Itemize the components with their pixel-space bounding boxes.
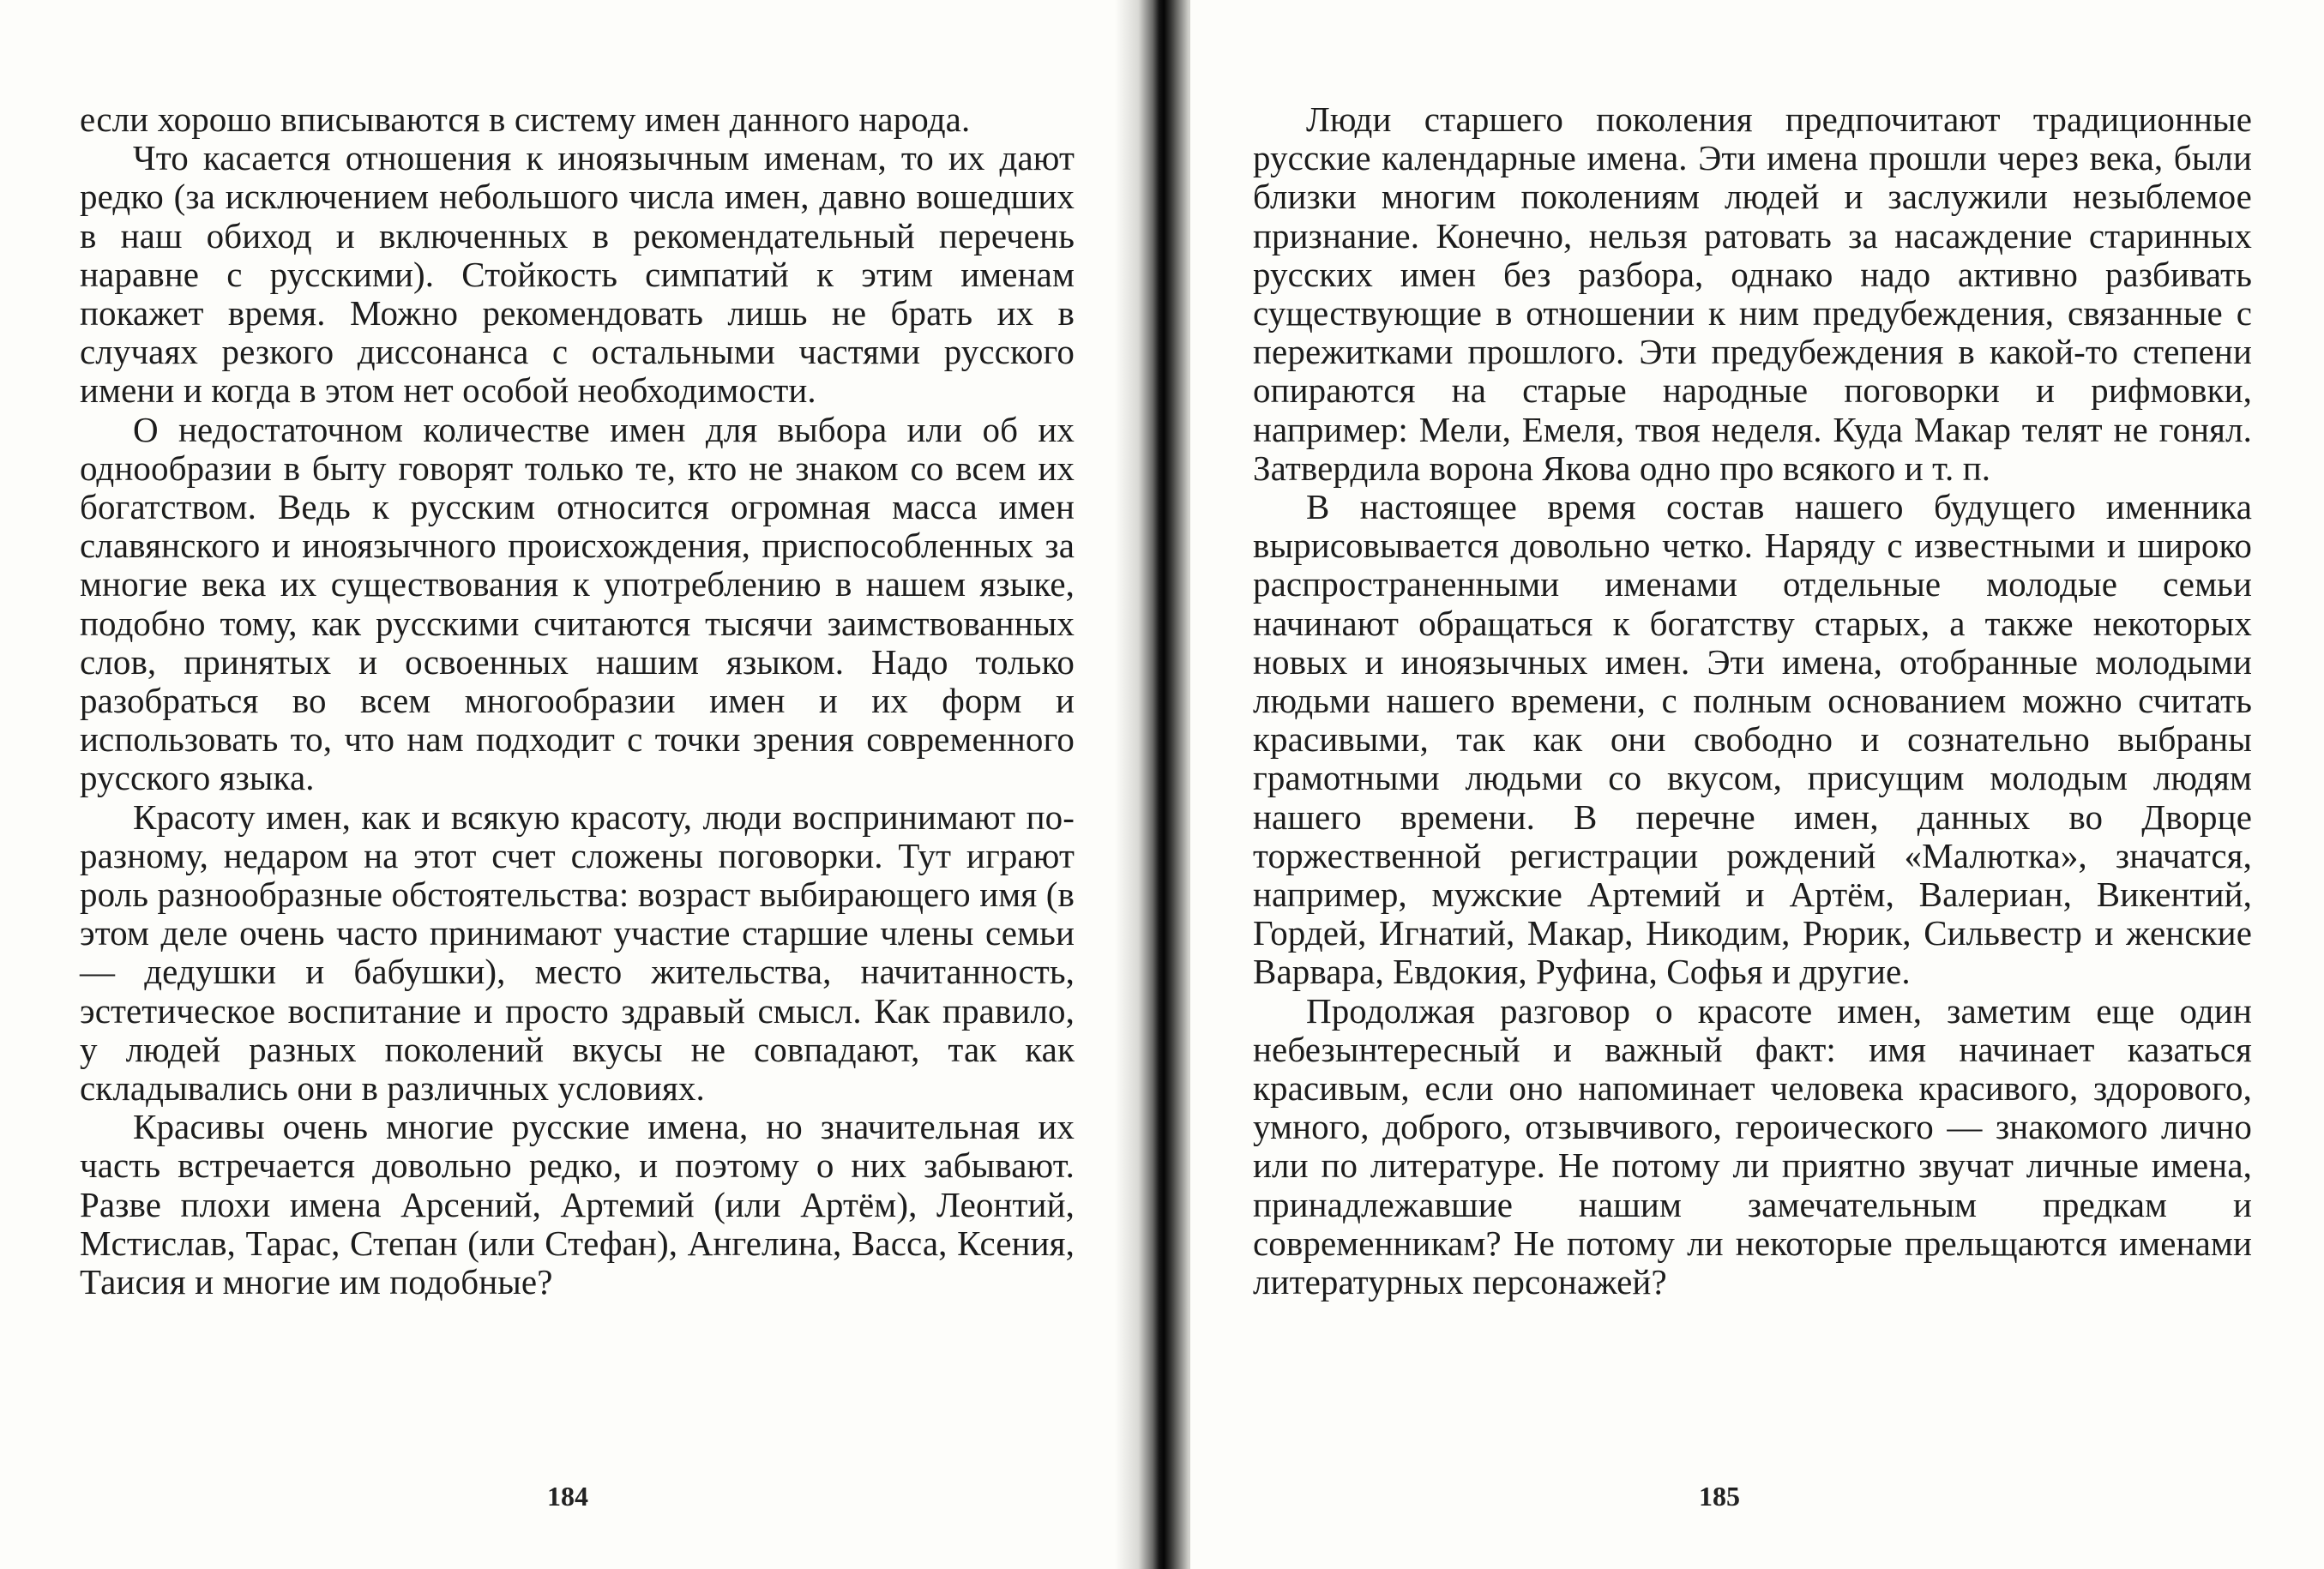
right-paragraph-3: Продолжая разговор о красоте имен, заметим еще один небезынтересный и важный факт: имя начинает казаться красивым, если оно напоминает человека красивого, здорового, умного, доброго, отзывчивого, героического — знакомого лично или по литературе. Не потому ли приятно звучат личные имена, принадлежавшие нашим замечательным предкам и современникам? Не потому ли некоторые прельщаются именами литературных персонажей? — [1253, 990, 2252, 1302]
left-page — [0, 0, 1134, 1569]
right-paragraph-1: Люди старшего поколения предпочитают традиционные русские календарные имена. Эти имена прошли через века, были близки многим поколениям людей и заслужили незыблемое признание. Конечно, нельзя ратовать за насаждение старинных русских имен без разбора, однако надо активно разбивать существующие в отношении к ним предубеждения, связанные с пережитками прошлого. Эти предубеждения в какой-то степени опираются на старые народные поговорки и рифмовки, например: Мели, Емеля, твоя неделя. Куда Макар телят не гонял. Затвердила ворона Якова одно про всякого и т. п. — [1253, 99, 2252, 488]
left-page-number: 184 — [547, 1481, 588, 1512]
right-paragraph-2: В настоящее время состав нашего будущего именника вырисовывается довольно четко. Наряду с известными и широко распространенными именами отдельные молодые семьи начинают обращаться к богатству старых, а также некоторых новых и иноязычных имен. Эти имена, отобранные молодыми людьми нашего времени, с полным основанием можно считать красивыми, так как они свободно и сознательно выбраны грамотными людьми со вкусом, присущим молодым людям нашего времени. В перечне имен, данных во Дворце торжественной регистрации рождений «Малютка», значатся, например, мужские Артемий и Артём, Валериан, Викентий, Гордей, Игнатий, Макар, Никодим, Рюрик, Сильвестр и женские Варвара, Евдокия, Руфина, Софья и другие. — [1253, 487, 2252, 992]
right-page — [1190, 0, 2324, 1569]
left-paragraph-2: Что касается отношения к иноязычным именам, то их дают редко (за исключением небольшого числа имен, давно вошедших в наш обиход и включенных в рекомендательный перечень наравне с русскими). Стойкость симпатий к этим именам покажет время. Можно рекомендовать лишь не брать их в случаях резкого диссонанса с остальными частями русского имени и когда в этом нет особой необходимости. — [80, 138, 1075, 411]
left-paragraph-1: если хорошо вписываются в систему имен данного народа. — [80, 99, 971, 139]
right-page-number: 185 — [1699, 1481, 1740, 1512]
left-paragraph-4: Красоту имен, как и всякую красоту, люди воспринимают по-разному, недаром на этот счет сложены поговорки. Тут играют роль разнообразные обстоятельства: возраст выбирающего имя (в этом деле очень часто принимают участие старшие члены семьи — дедушки и бабушки), место жительства, начитанность, эстетическое воспитание и просто здравый смысл. Как правило, у людей разных поколений вкусы не совпадают, так как складывались они в различных условиях. — [80, 797, 1075, 1109]
left-paragraph-3: О недостаточном количестве имен для выбора или об их однообразии в быту говорят только те, кто не знаком со всем их богатством. Ведь к русским относится огромная масса имен славянского и иноязычного происхождения, приспособленных за многие века их существования к употреблению в нашем языке, подобно тому, как русскими считаются тысячи заимствованных слов, принятых и освоенных нашим языком. Надо только разобраться во всем многообразии имен и их форм и использовать то, что нам подходит с точки зрения современного русского языка. — [80, 409, 1075, 798]
left-page-text — [80, 100, 1075, 1301]
left-paragraph-5: Красивы очень многие русские имена, но значительная их часть встречается довольно редко, и поэтому о них забывают. Разве плохи имена Арсений, Артемий (или Артём), Леонтий, Мстислав, Тарас, Степан (или Стефан), Ангелина, Васса, Ксения, Таисия и многие им подобные? — [80, 1107, 1075, 1302]
right-page-text — [1253, 100, 2252, 1301]
